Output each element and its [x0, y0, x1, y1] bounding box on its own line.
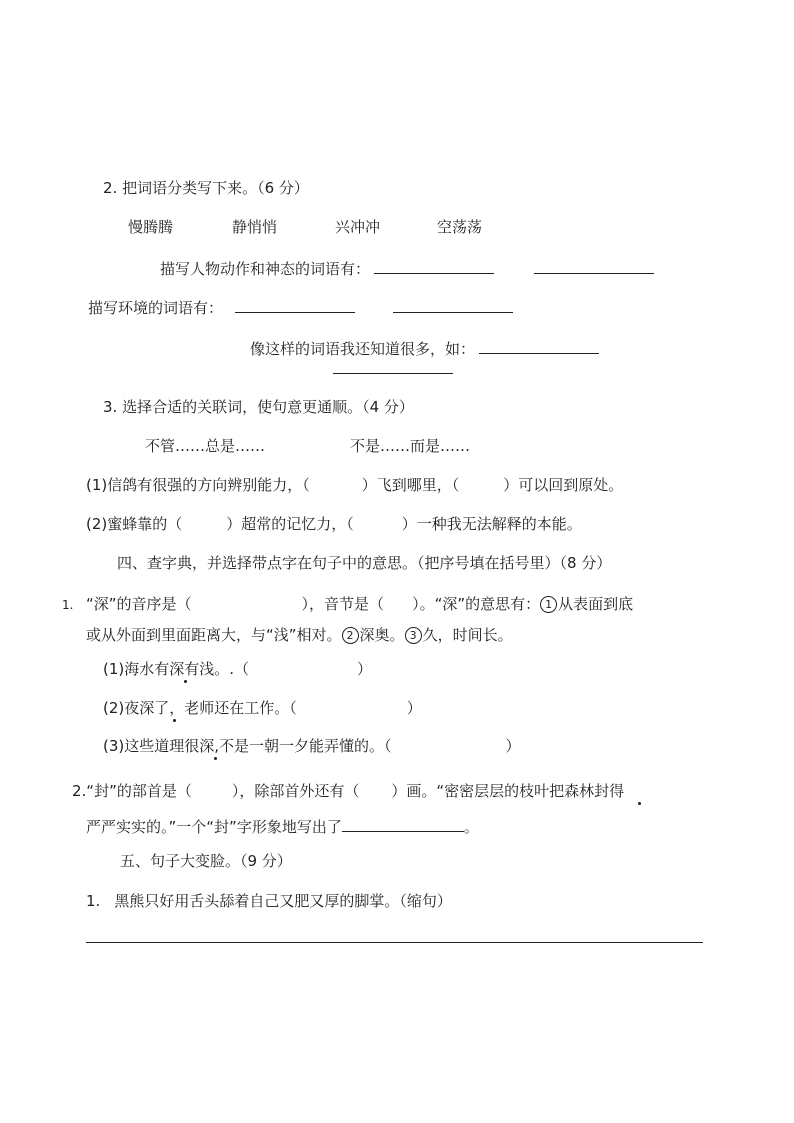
answer-blank[interactable]: [479, 337, 599, 354]
text: 严严实实的。”一个“封”字形象地写出了: [86, 818, 342, 836]
word-3: 兴冲冲: [335, 218, 381, 236]
sec4-item1-line2: [86, 625, 513, 645]
circled-number: 2: [342, 627, 359, 644]
emphasis-dot: [214, 757, 217, 760]
q2-line3-label: 像这样的词语我还知道很多，如：: [250, 340, 476, 358]
text: (3)这些道理很深,不是一朝一夕能弄懂的。（: [103, 737, 392, 755]
sec4-sentence1: [103, 659, 372, 679]
answer-blank[interactable]: [333, 357, 453, 374]
text: ）画。“密密层层的枝叶把森林封得: [391, 782, 625, 800]
sec4-sentence3: [103, 736, 521, 756]
q3-option2: 不是……而是……: [350, 437, 471, 455]
text: ）: [406, 699, 422, 717]
text: 久，时间长。: [422, 626, 513, 644]
text: ）: [505, 737, 521, 755]
q2-line2-label: 描写环境的词语有：: [88, 299, 224, 317]
q3-sentence1: [86, 475, 623, 495]
text: “深”的音序是（: [86, 595, 192, 613]
answer-line[interactable]: [86, 942, 703, 943]
text: ）。“深”的意思有：: [412, 595, 541, 613]
word-1: 慢腾腾: [128, 218, 174, 236]
answer-blank[interactable]: [374, 257, 494, 274]
sec4-item2-line2: [86, 815, 479, 837]
sec4-title: 四、查字典，并选择带点字在句子中的意思。（把序号填在括号里）（8 分）: [117, 554, 612, 572]
q2-line1: [160, 257, 654, 279]
text: 黑熊只好用舌头舔着自己又肥又厚的脚掌。（缩句）: [114, 892, 452, 910]
q3-option1: 不管……总是……: [145, 437, 266, 455]
text: 从表面到底: [558, 595, 634, 613]
q2-line2: [88, 296, 513, 318]
text: 2.“封”的部首是（: [72, 782, 192, 800]
q2-title: 2. 把词语分类写下来。（6 分）: [103, 179, 309, 197]
text: 或从外面到里面距离大，与“浅”相对。: [86, 626, 342, 644]
text: (2)夜深了，老师还在工作。（: [103, 699, 297, 717]
sec4-item2-line1: [72, 781, 624, 801]
text: (1)海水有深有浅。.（: [103, 660, 250, 678]
text: 。: [463, 818, 479, 836]
q2-line3: [250, 337, 599, 359]
answer-blank[interactable]: [393, 296, 513, 313]
emphasis-dot: [638, 802, 641, 805]
text: (2)蜜蜂靠的（: [86, 515, 183, 533]
sec4-sentence2: [103, 698, 422, 718]
q3-sentence2: [86, 514, 582, 534]
answer-blank[interactable]: [342, 815, 464, 832]
text: ）飞到哪里，（: [361, 476, 460, 494]
text: ）可以回到原处。: [503, 476, 624, 494]
emphasis-dot: [173, 719, 176, 722]
answer-blank[interactable]: [235, 296, 355, 313]
answer-blank[interactable]: [534, 257, 654, 274]
sec5-title: 五、句子大变脸。（9 分）: [120, 852, 292, 870]
word-2: 静悄悄: [232, 218, 278, 236]
text: ），除部首外还有（: [231, 782, 360, 800]
circled-number: 3: [405, 627, 422, 644]
text: 深奥。: [359, 626, 405, 644]
item-number: 1.: [62, 598, 74, 612]
q3-title: 3. 选择合适的关联词，使句意更通顺。（4 分）: [103, 398, 414, 416]
sec4-item1-line1: [86, 594, 633, 614]
sec5-item1: [86, 891, 452, 911]
word-4: 空荡荡: [437, 218, 483, 236]
circled-number: 1: [540, 596, 557, 613]
q2-line1-label: 描写人物动作和神态的词语有：: [160, 260, 371, 278]
text: ）超常的记忆力，（: [226, 515, 354, 533]
item-number: 1.: [86, 892, 101, 910]
text: ）: [357, 660, 373, 678]
text: (1)信鸽有很强的方向辨别能力，（: [86, 476, 310, 494]
emphasis-dot: [184, 680, 187, 683]
text: ），音节是（: [301, 595, 385, 613]
text: ）一种我无法解释的本能。: [401, 515, 582, 533]
